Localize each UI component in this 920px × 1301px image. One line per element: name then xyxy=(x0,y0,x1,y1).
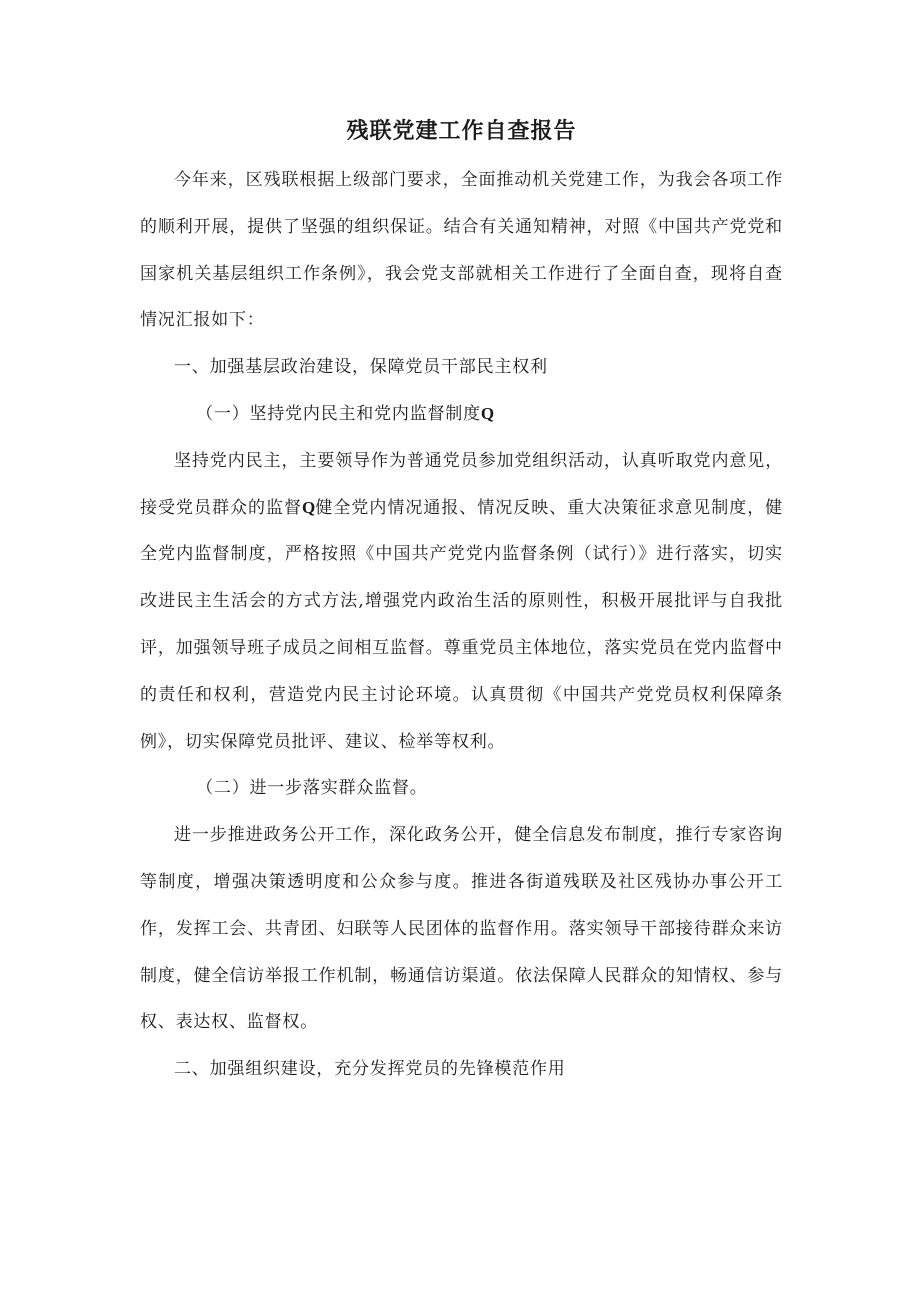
subsection-2-body: 进一步推进政务公开工作，深化政务公开，健全信息发布制度，推行专家咨询等制度，增强决策透明度和公众参与度。推进各街道残联及社区残协办事公开工作，发挥工会、共青团、妇联等人民团体的监督作用。落实领导干部接待群众来访制度，健全信访举报工作机制，畅通信访渠道。依法保障人民群众的知情权、参与权、表达权、监督权。 xyxy=(140,825,783,1033)
subsection-1-body xyxy=(140,438,783,766)
intro-paragraph: 今年来，区残联根据上级部门要求，全面推动机关党建工作，为我会各项工作的顺利开展，提供了坚强的组织保证。结合有关通知精神，对照《中国共产党党和国家机关基层组织工作条例》，我会党支部就相关工作进行了全面自查，现将自查情况汇报如下： xyxy=(140,170,783,331)
subsection-2-heading: （二）进一步落实群众监督。 xyxy=(196,778,428,799)
subsection-1-heading xyxy=(140,391,783,438)
subsection-1-body-part2: 健全党内情况通报、情况反映、重大决策征求意见制度，健全党内监督制度，严格按照《中国共产党党内监督条例（试行）》进行落实，切实改进民主生活会的方式方法,增强党内政治生活的原则性，积极开展批评与自我批评，加强领导班子成员之间相互监督。尊重党员主体地位，落实党员在党内监督中的责任和权利，营造党内民主讨论环境。认真贯彻《中国共产党党员权利保障条例》，切实保障党员批评、建议、检举等权利。 xyxy=(140,497,783,752)
document-title: 残联党建工作自查报告 xyxy=(346,119,577,144)
subsection-1-heading-mark: Q xyxy=(480,403,495,423)
subsection-1-heading-text: （一）坚持党内民主和党内监督制度 xyxy=(196,403,481,424)
section-2-heading: 二、加强组织建设，充分发挥党员的先锋模范作用 xyxy=(174,1059,566,1080)
subsection-1-body-mark: Q xyxy=(301,497,316,517)
subsection-1-body-part1: 坚持党内民主，主要领导作为普通党员参加党组织活动，认真听取党内意见，接受党员群众的监督 xyxy=(140,450,783,518)
section-1-heading: 一、加强基层政治建设，保障党员干部民主权利 xyxy=(174,357,548,378)
document-page xyxy=(140,112,783,1093)
